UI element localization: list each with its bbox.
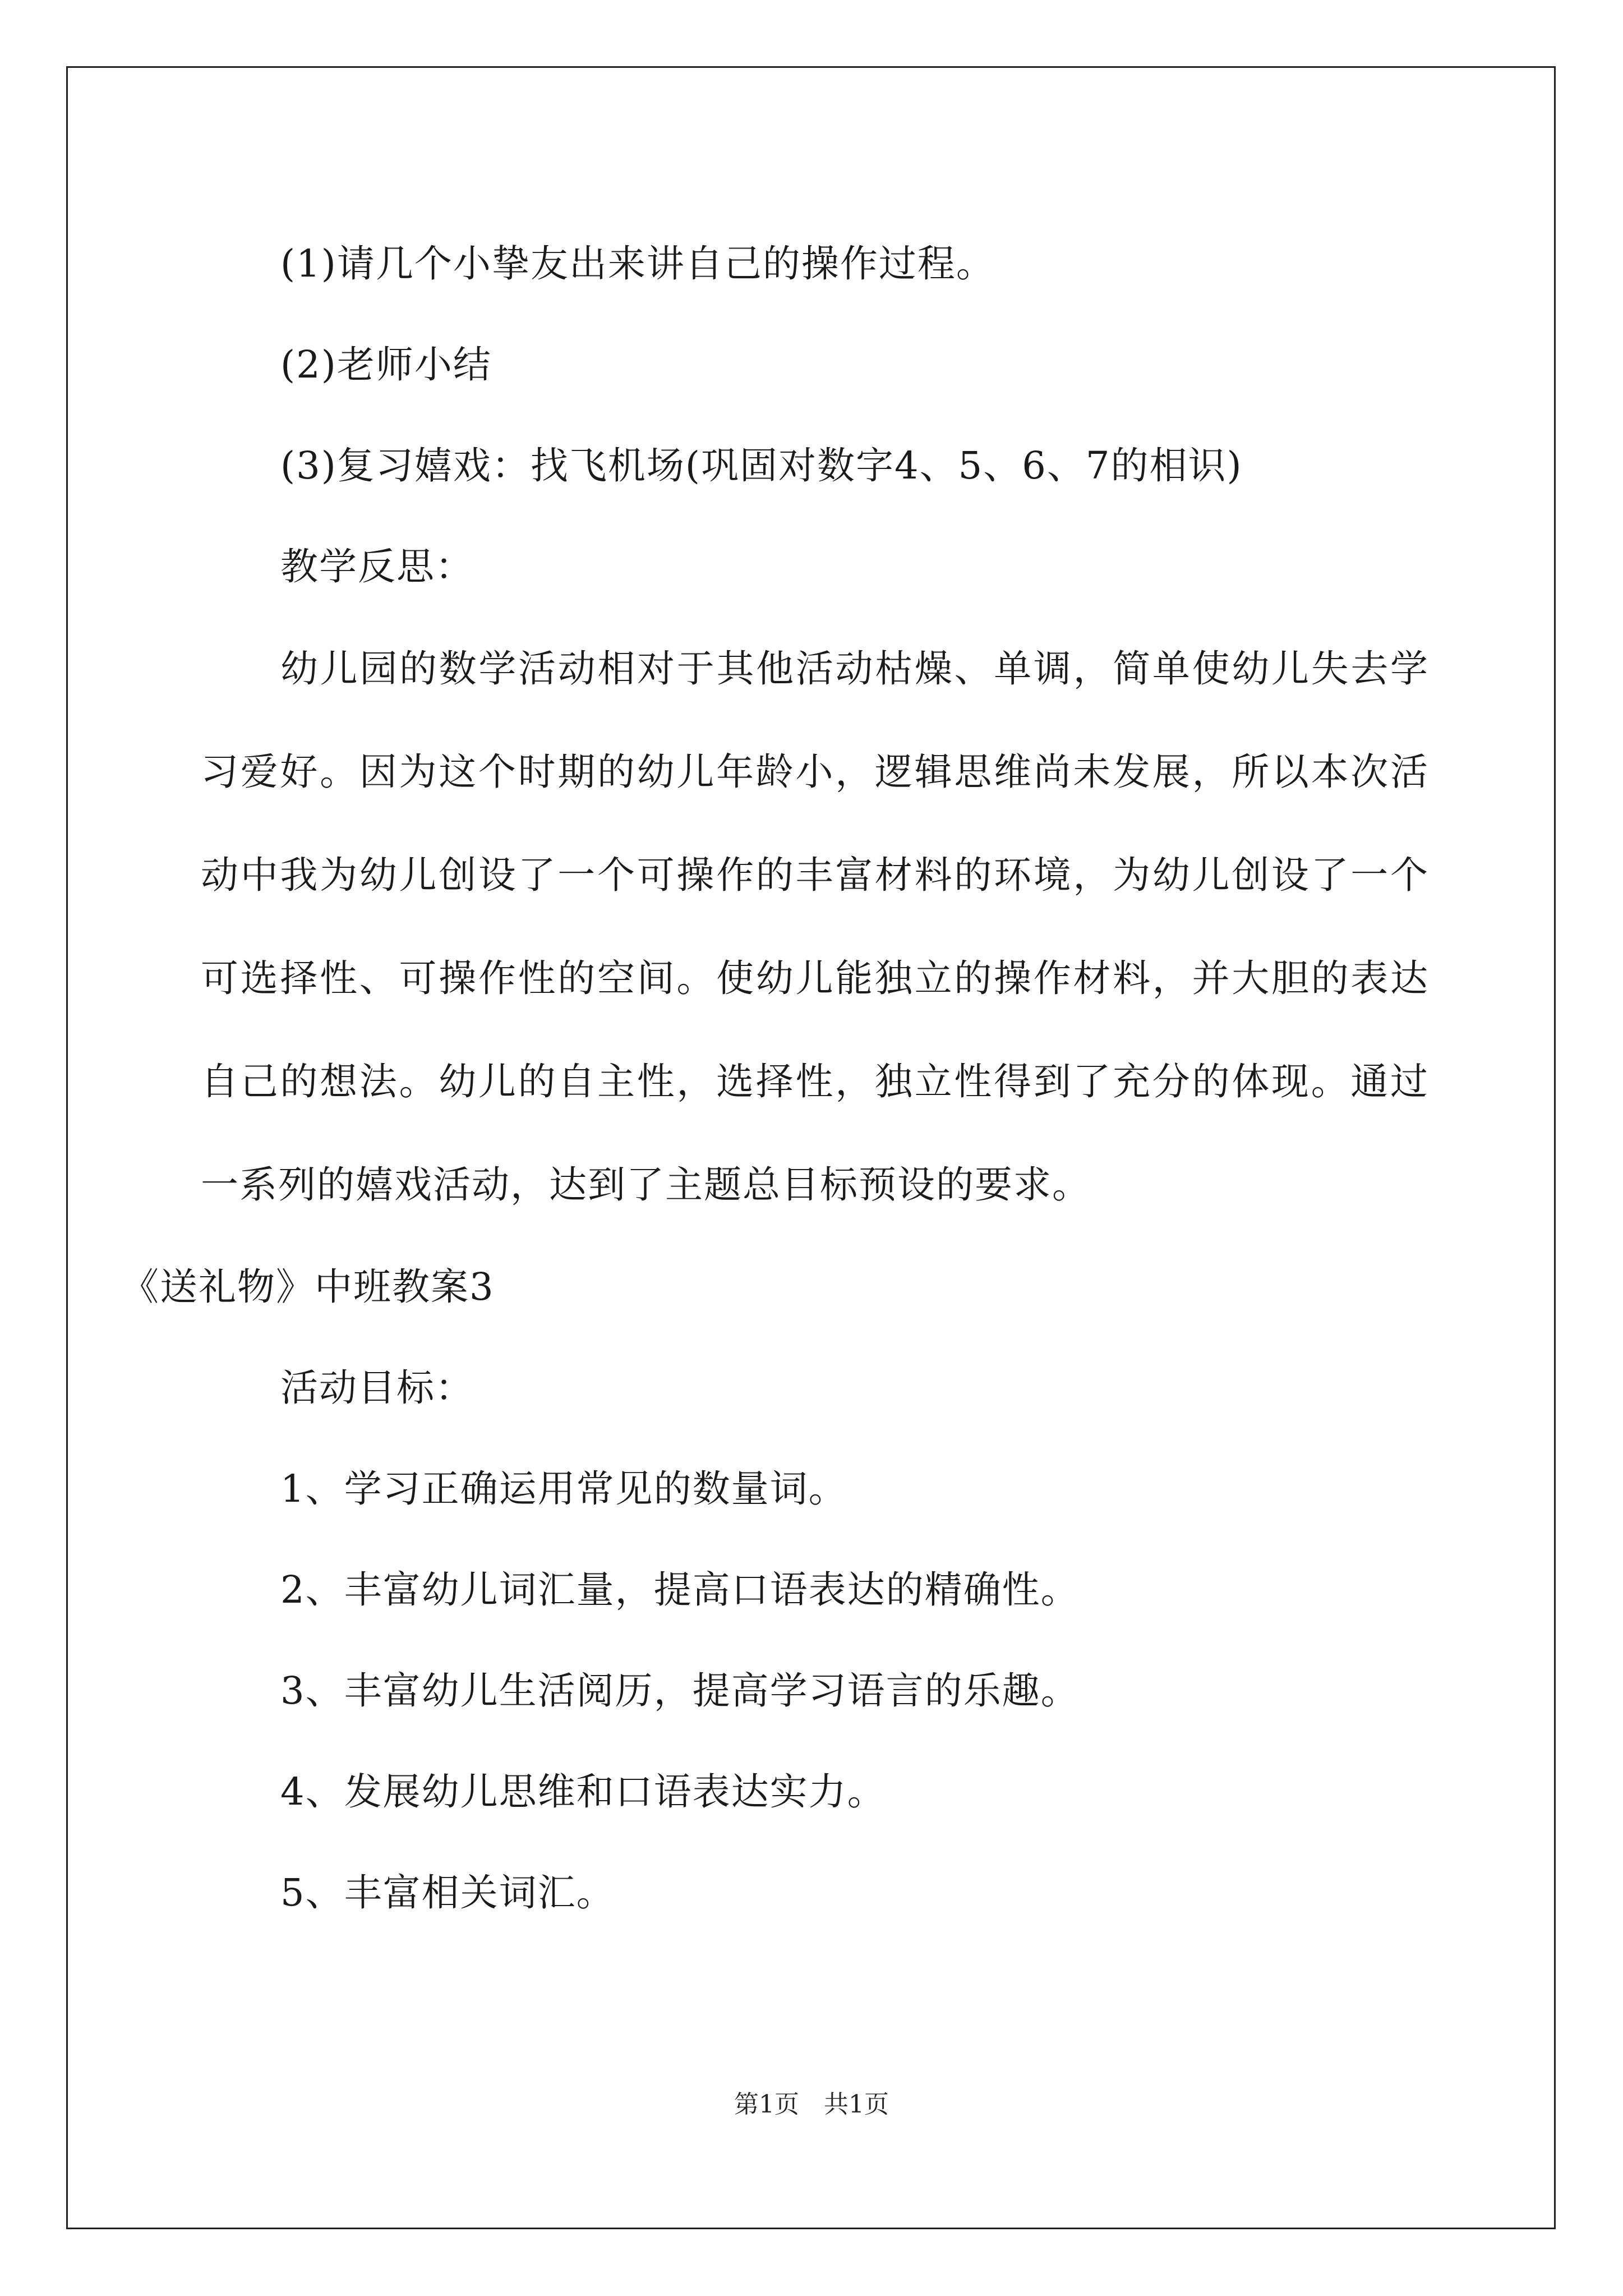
goal-item: 1、学习正确运用常见的数量词。 (280, 1467, 847, 1511)
goal-item: 4、发展幼儿思维和口语表达实力。 (280, 1770, 886, 1814)
reflection-heading: 教学反思： (280, 545, 474, 588)
section-title: 《送礼物》中班教案3 (121, 1265, 495, 1309)
goal-item: 5、丰富相关词汇。 (280, 1871, 615, 1915)
paragraph-step-1: (1)请几个小挚友出来讲自己的操作过程。 (280, 242, 995, 286)
page-footer: 第1页 共1页 (734, 2090, 889, 2119)
paragraph-step-3: (3)复习嬉戏：找飞机场(巩固对数字4、5、6、7的相识) (280, 444, 1243, 487)
goal-item: 2、丰富幼儿词汇量，提高口语表达的精确性。 (280, 1568, 1080, 1612)
goals-heading: 活动目标： (280, 1366, 474, 1410)
paragraph-step-2: (2)老师小结 (280, 343, 492, 386)
goal-item: 3、丰富幼儿生活阅历，提高学习语言的乐趣。 (280, 1669, 1080, 1713)
document-body (121, 213, 1429, 1943)
reflection-text: 幼儿园的数学活动相对于其他活动枯燥、单调，简单使幼儿失去学习爱好。因为这个时期的幼儿年龄小，逻辑思维尚未发展，所以本次活动中我为幼儿创设了一个可操作的丰富材料的环境，为幼儿创设了一个可选择性、可操作性的空间。使幼儿能独立的操作材料，并大胆的表达自己的想法。幼儿的自主性，选择性，独立性得到了充分的体现。通过一系列的嬉戏活动，达到了主题总目标预设的要求。 (201, 647, 1429, 1207)
